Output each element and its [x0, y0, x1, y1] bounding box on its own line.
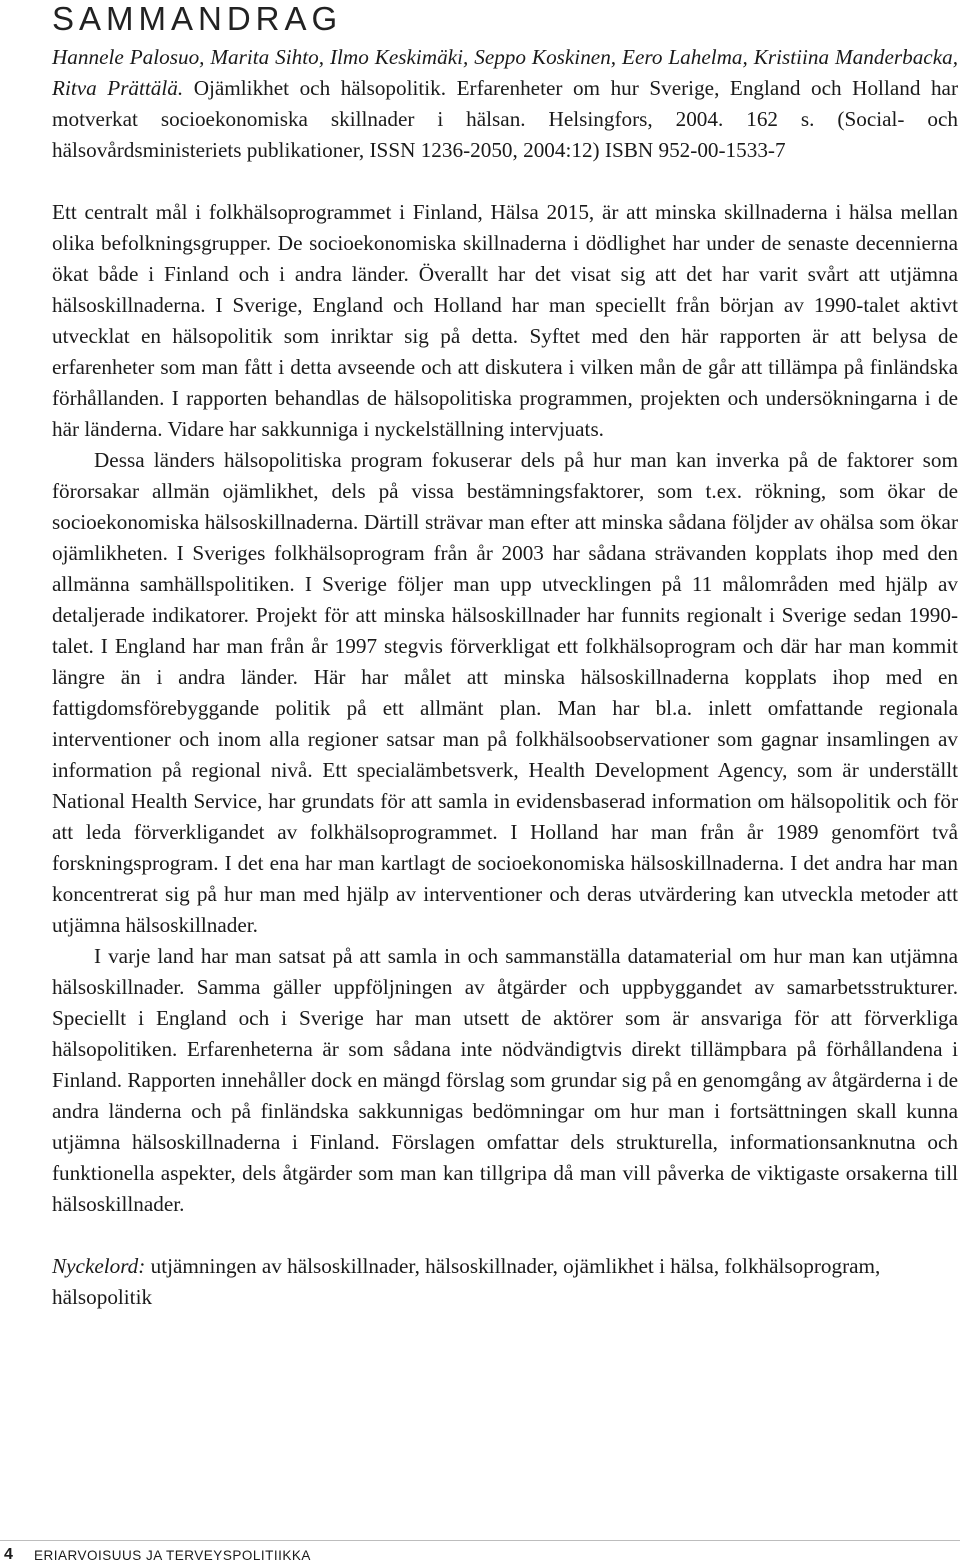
reference-authors: Hannele Palosuo, Marita Sihto, Ilmo Keskimäki, Seppo Koskinen, Eero Lahelma, Kristiina Manderbacka, Ritva Prättälä.: [52, 45, 958, 100]
bibliographic-reference: [52, 42, 958, 166]
abstract: [52, 197, 958, 1220]
abstract-paragraph-3: I varje land har man satsat på att samla in och sammanställa datamaterial om hur man kan utjämna hälsoskillnader. Samma gäller uppföljningen av åtgärder och uppbyggandet av samarbetsstrukturer. Speciellt i England och i Sverige har man utsett de aktörer som är ansvariga för att förverkliga hälsopolitiken. Erfarenheterna är som sådana inte nödvändigtvis direkt tillämpbara på förhållandena i Finland. Rapporten innehåller dock en mängd förslag som grundar sig på en genomgång av åtgärderna i de andra länderna och på finländska sakkunnigas bedömningar om hur man i fortsättningen skall kunna utjämna hälsoskillnaderna i Finland. Förslagen omfattar dels strukturella, informationsanknutna och funktionella aspekter, dels åtgärder som man kan tillgripa då man vill påverka de viktigaste orsakerna till hälsoskillnader.: [52, 944, 958, 1216]
keywords: [52, 1251, 958, 1313]
abstract-paragraph-1: Ett centralt mål i folkhälsoprogrammet i Finland, Hälsa 2015, är att minska skillnaderna i hälsa mellan olika befolkningsgrupper. De socioekonomiska skillnaderna i dödlighet har under de senaste decennierna ökat både i Finland och i andra länder. Överallt har det visat sig att det har varit svårt att utjämna hälsoskillnaderna. I Sverige, England och Holland har man speciellt från början av 1990-talet aktivt utvecklat en hälsopolitik som inriktar sig på detta. Syftet med den här rapporten är att belysa de erfarenheter som man fått i detta avseende och att diskutera i vilken mån de går att tillämpa på finländska förhållanden. I rapporten behandlas de hälsopolitiska programmen, projekten och undersökningarna i de här länderna. Vidare har sakkunniga i nyckelställning intervjuats.: [52, 200, 958, 441]
keywords-label: Nyckelord:: [52, 1254, 146, 1278]
keywords-text: utjämningen av hälsoskillnader, hälsoskillnader, ojämlikhet i hälsa, folkhälsoprogram, hälsopolitik: [52, 1254, 881, 1309]
page-title: SAMMANDRAG: [52, 0, 343, 37]
series-title: ERIARVOISUUS JA TERVEYSPOLITIIKKA: [34, 1548, 311, 1563]
document-body: [52, 42, 958, 1313]
footer-divider: [0, 1540, 960, 1541]
reference-details: Ojämlikhet och hälsopolitik. Erfarenheter om hur Sverige, England och Holland har motverkat socioekonomiska skillnader i hälsan. Helsingfors, 2004. 162 s. (Social- och hälsovårdsministeriets publikationer, ISSN 1236-2050, 2004:12) ISBN 952-00-1533-7: [52, 76, 959, 162]
abstract-paragraph-2: Dessa länders hälsopolitiska program fokuserar dels på hur man kan inverka på de faktorer som förorsakar allmän ojämlikhet, dels på vissa bestämningsfaktorer, som t.ex. rökning, som ökar de socioekonomiska hälsoskillnaderna. Därtill strävar man efter att minska sådana följder av ohälsa som ökar ojämlikheten. I Sveriges folkhälsoprogram från år 2003 har sådana strävanden kopplats ihop med den allmänna samhällspolitiken. I Sverige följer man upp utvecklingen på 11 målområden med hjälp av detaljerade indikatorer. Projekt för att minska hälsoskillnader har funnits regionalt i Sverige sedan 1990-talet. I England har man från år 1997 stegvis förverkligat ett folkhälsoprogram och där har man kommit längre än i andra länder. Här har målet att minska hälsoskillnaderna kopplats ihop med en fattigdomsförebyggande politik på ett allmänt plan. Man har bl.a. inlett omfattande regionala interventioner och inom alla regioner satsar man på folkhälsoobservationer som gagnar insamlingen av information på regional nivå. Ett specialämbetsverk, Health Development Agency, som är underställt National Health Service, har grundats för att samla in evidensbaserad information om hälsopolitik och för att leda förverkligandet av folkhälsoprogrammet. I Holland har man från år 1989 genomfört två forskningsprogram. I det ena har man kartlagt de socioekonomiska hälsoskillnaderna. I det andra har man koncentrerat sig på hur man med hjälp av interventioner och deras utvärdering kan utveckla metoder att utjämna hälsoskillnader.: [52, 448, 958, 937]
page-number: 4: [4, 1546, 13, 1563]
page-footer: [0, 1540, 960, 1566]
